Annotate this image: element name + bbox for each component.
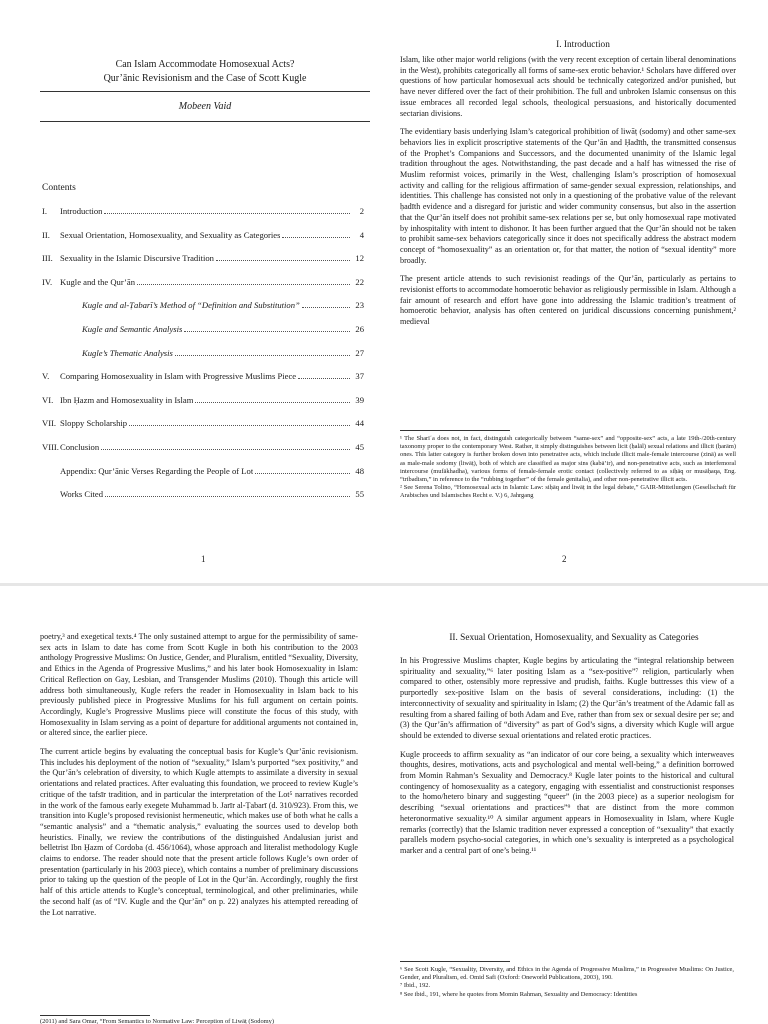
page-number: 1: [201, 554, 206, 564]
title-line-2: Qur’ānic Revisionism and the Case of Scott Kugle: [103, 73, 307, 84]
toc-entry-label: Introduction: [60, 206, 103, 216]
toc-leader-dots: [195, 395, 350, 403]
toc-leader-dots: [129, 418, 350, 426]
toc-entry-number: VI.: [42, 394, 54, 405]
toc-leader-dots: [175, 348, 350, 356]
paragraph: The current article begins by evaluating the conceptual basis for Kugle’s Qur’ānic revisionism. This includes his deployment of the notion of “sexuality,” Islam’s purported “sex positivity,” and the Qur’ān’s celebration of diversity, to which Kugle attempts to assimilate a diversity in sexual orientations and related practices. After evaluating this foundation, we proceed to review Kugle’s critique of the tafsīr tradition, and in particular the interpretation of the Lot⁵ narratives recorded in the work of the famous early exegete Muhammad b. Jarīr al-Ṭabarī (d. 310/923). From this, we transition into Kugle’s proposed revisionist hermeneutic, which makes use of both what he calls a “semantic analysis” and a “thematic analysis,” evaluating the sources used to develop both heuristics. Finally, we review the contributions of the distinguished Andalusian jurist and belletrist Ibn Ḥazm of Cordoba (d. 456/1064), whose approach and literalist methodology Kugle claims to endorse. The reader should note that the present article follows Kugle’s own order of presentation (particularly in his 2003 piece), which contains a number of preliminary discussions prior to taking up the question of the people of Lot in the Qur’ān. Accordingly, roughly the first half of this article attends to Kugle’s conceptual, terminological, and other preliminaries, while the second half (as of “IV. Kugle and the Qur’ān” on p. 22) analyzes his attempted rereading of the Lot narrative.: [40, 747, 358, 917]
page-3: [0, 590, 384, 1024]
toc-entry-page: 2: [359, 206, 364, 216]
section-heading: II. Sexual Orientation, Homosexuality, and Sexuality as Categories: [449, 633, 699, 643]
paragraph: Islam, like other major world religions (with the very recent exception of certain liberal denominations in the West), prohibits categorically all forms of same-sex erotic behavior.¹ Scholars have differed over questions of how particular homosexual acts should be technically categorized and/or punished, but have never differed over the fact of their prohibition. The full and unbroken Islamic consensus on this issue embraces all recorded legal schools, theological persuasions, and historically documented sectarian divisions.: [400, 55, 736, 118]
footnotes: [400, 966, 734, 999]
toc-leader-dots: [255, 466, 350, 474]
toc-entry-number: II.: [42, 229, 50, 240]
table-of-contents: [42, 206, 364, 513]
body-text: [400, 656, 734, 865]
toc-leader-dots: [216, 253, 350, 261]
toc-entry-label: Works Cited: [60, 489, 103, 500]
footnote: ⁷ Ibid., 192.: [400, 982, 431, 990]
paragraph: The evidentiary basis underlying Islam’s categorical prohibition of liwāṭ (sodomy) and other same-sex behaviors lies in explicit proscriptive statements of the Qur’ān and Ḥadīth, the transmitted consensus of the Prophet’s Companions and Successors, and the documented unanimity of the Islamic legal tradition throughout the ages. Notwithstanding, the past decade and a half has witnessed the rise of Muslim reformist voices, primarily in the West, challenging Islam’s proscription of homosexual activity and calling for the religious affirmation of same-gender sexual expression, relationships, and identities. This challenge has consisted not only in a questioning of the probative value of the relevant ḥadīth evidence and a disregard for juristic and wider community consensus, but also in the assertion that the Qur’ān itself does not prohibit same-sex relations per se, but only homosexual rape motivated by inhospitality with intent to dishonor. It has been further argued that the Qur’ān should not be taken to prohibit same-sex behaviors categorically since it does not specifically address the abstract modern concept of “homosexuality” as an orientation or, for that matter, the notion of “sexual identity” more broadly.: [400, 127, 736, 265]
paragraph: poetry,³ and exegetical texts.⁴ The only sustained attempt to argue for the permissibility of same-sex acts in Islam to date has come from Scott Kugle in both his contribution to the 2003 anthology Progressive Muslims: On Justice, Gender, and Pluralism, entitled “Sexuality, Diversity, and Ethics in the Agenda of Progressive Muslims,” and his later book Homosexuality in Islam: Critical Reflection on Gay, Lesbian, and Transgender Muslims (2010). Though this article will address both simultaneously, Kugle refers the reader in Homosexuality in Islam back to his previously published piece in Progressive Muslims for his full argument on certain points. Accordingly, Kugle’s Progressive Muslims piece will constitute the focus of this study, with Homosexuality in Islam serving as a point of departure for additional arguments not contained in, or altered since, the earlier piece.: [40, 632, 358, 738]
toc-entry-label: Appendix: Qur’ānic Verses Regarding the People of Lot: [60, 465, 254, 476]
toc-entry-page: 12: [355, 253, 364, 264]
toc-leader-dots: [101, 442, 350, 450]
title-rule-top: [40, 91, 370, 92]
paragraph: In his Progressive Muslims chapter, Kugle begins by articulating the “integral relationship between spirituality and sexuality,”⁶ later positing Islam as a “sex-positive”⁷ religion, particularly when compared to other, ostensibly more repressive and prudish, faiths. Kugle buttresses this view of a purportedly sex-positive Islam on the basis of several considerations, including: (1) the interconnectivity of sexuality and spirituality in Islam; (2) the Qur’ān’s treatment of the Adamic fall as resulting from a shared failing of both Adam and Eve, rather than from sex or sexual desire per se; and (3) the Qur’ān’s affirmation of “diversity” as part of God’s signs, a diversity which Kugle will argue should be extended to diverse sexual orientations and related erotic practices.: [400, 656, 734, 740]
page-4: [384, 590, 768, 1024]
toc-entry-label: Sloppy Scholarship: [60, 418, 128, 429]
toc-entry-number: I.: [42, 206, 48, 216]
toc-entry: [42, 418, 364, 442]
paragraph: The present article attends to such revisionist readings of the Qur’ān, particularly as pertains to revisionist efforts to accommodate homoerotic behavior as religiously permissible in Islam. Although a fair amount of research and effort have gone into addressing the Islamic tradition’s treatment of homoerotic behavior, analysis has often centered on juridical discussions concerning punishment,² medieval: [400, 274, 736, 327]
title-rule-bottom: [40, 121, 370, 122]
toc-entry: [42, 300, 364, 324]
toc-leader-dots: [184, 324, 350, 332]
page-2: [384, 0, 768, 580]
toc-entry-number: IV.: [42, 276, 53, 287]
document-title: [40, 58, 370, 86]
body-text: [400, 55, 736, 336]
contents-heading: Contents: [42, 183, 76, 193]
toc-entry-page: 4: [359, 229, 364, 240]
toc-leader-dots: [105, 489, 350, 497]
toc-entry: [42, 230, 364, 254]
toc-entry-page: 39: [355, 394, 364, 405]
toc-leader-dots: [282, 230, 350, 238]
toc-entry-page: 44: [355, 418, 364, 429]
toc-entry-page: 37: [355, 371, 364, 382]
toc-entry-page: 55: [355, 489, 364, 500]
toc-entry: [42, 371, 364, 395]
toc-entry: [42, 466, 364, 490]
toc-entry: [42, 348, 364, 372]
toc-entry-label: Kugle’s Thematic Analysis: [82, 347, 173, 358]
toc-entry-label: Conclusion: [60, 441, 100, 452]
toc-entry-number: V.: [42, 371, 50, 382]
toc-entry-label: Kugle and al-Ṭabarī’s Method of “Definition and Substitution”: [82, 300, 300, 311]
toc-leader-dots: [137, 277, 350, 285]
toc-entry-page: 45: [355, 441, 364, 452]
toc-entry-page: 26: [355, 323, 364, 334]
paragraph: Kugle proceeds to affirm sexuality as “an indicator of our core being, a sexuality which interweaves thoughts, desires, motivations, acts and psychological and mental well-being,” a definition borrowed from Momin Rahman’s Sexuality and Democracy.⁸ Kugle later points to the historical and cultural contingency of homosexuality as a category, engaging with essentialist and constructionist responses to the homo/hetero binary and suggesting “queer” (in the 2003 piece) as a superior neologism for describing “sexual orientations and practices”⁹ that are distinct from the more common heteronormative sexuality.¹⁰ A similar argument appears in Homosexuality in Islam, where Kugle remarks (correctly) that the Islamic tradition never expressed a conception of “sexuality” that exactly parallels modern psycho-social categories, in which one’s sexuality is interpreted as a psychological marker and a central part of one’s being.¹¹: [400, 749, 734, 855]
footnote-rule: [400, 961, 510, 962]
toc-entry-label: Comparing Homosexuality in Islam with Progressive Muslims Piece: [60, 371, 297, 382]
page-gutter: [0, 583, 768, 586]
body-text: [40, 632, 358, 926]
toc-leader-dots: [302, 300, 350, 308]
toc-entry: [42, 253, 364, 277]
footnote: ² See Serena Tolino, “Homosexual acts in Islamic Law: siḥāq and liwāṭ in the legal debate,” GAIR-Mitteilungen (Gesellschaft für Arabisches und Islamisches Recht e. V.) 6, Jahrgang: [400, 484, 736, 500]
toc-entry-page: 48: [355, 465, 364, 476]
footnote: ¹ The Sharīʿa does not, in fact, distinguish categorically between “same-sex” and “opposite-sex” acts, a late 19th-/20th-century taxonomy proper to the contemporary West. Rather, it simply distinguishes between licit (ḥalāl) sexual relations and illicit (ḥarām) ones. This latter category is further broken down into penetrative acts, which include illicit male-female intercourse (zinā) as well as male-male sodomy (liwāṭ), both of which are classified as major sins (kabā’ir), and non-penetrative acts, such as interfemoral intercourse (mufākhadha), various forms of female-female erotic contact (collectively referred to as siḥāq or musāḥaqa, Eng. “tribadism,” in reference to the “rubbing together” of the female genitalia), and other non-penetrative illicit acts.: [400, 435, 736, 484]
toc-entry: [42, 206, 364, 230]
toc-entry-label: Ibn Ḥazm and Homosexuality in Islam: [60, 394, 194, 405]
toc-entry-number: III.: [42, 253, 53, 264]
toc-entry-label: Sexuality in the Islamic Discursive Tradition: [60, 253, 214, 264]
toc-entry-label: Kugle and the Qur’ān: [60, 276, 136, 287]
toc-leader-dots: [298, 371, 350, 379]
toc-entry-label: Kugle and Semantic Analysis: [82, 323, 183, 334]
footnote-rule: [400, 430, 510, 431]
page-number: 2: [562, 554, 567, 564]
title-line-1: Can Islam Accommodate Homosexual Acts?: [115, 59, 295, 70]
toc-entry-page: 22: [355, 276, 364, 287]
footnotes: [400, 435, 736, 501]
toc-entry-label: Sexual Orientation, Homosexuality, and Sexuality as Categories: [60, 229, 281, 240]
toc-entry-page: 23: [355, 300, 364, 311]
toc-entry: [42, 442, 364, 466]
author-name: Mobeen Vaid: [178, 101, 232, 112]
footnote: ⁸ See ibid., 191, where he quotes from Momin Rahman, Sexuality and Democracy: Identities: [400, 990, 638, 998]
toc-entry: [42, 324, 364, 348]
toc-entry-number: VIII.: [42, 441, 59, 452]
page-1: [0, 0, 384, 580]
toc-entry: [42, 489, 364, 513]
section-heading: I. Introduction: [556, 40, 610, 50]
footnote: ⁶ See Scott Kugle, “Sexuality, Diversity, and Ethics in the Agenda of Progressive Muslims,” in Progressive Muslims: On Justice, Gender, and Pluralism, ed. Omid Safi (Oxford: Oneworld Publications, 2003), 190.: [400, 966, 734, 982]
toc-entry-number: VII.: [42, 418, 57, 429]
toc-entry-page: 27: [355, 347, 364, 358]
toc-leader-dots: [104, 206, 350, 214]
footnote-fragment: (2011) and Sara Omar, “From Semantics to Normative Law: Perception of Liwāṭ (Sodomy): [40, 1018, 274, 1024]
footnote-rule: [40, 1015, 150, 1016]
toc-entry: [42, 277, 364, 301]
toc-entry: [42, 395, 364, 419]
